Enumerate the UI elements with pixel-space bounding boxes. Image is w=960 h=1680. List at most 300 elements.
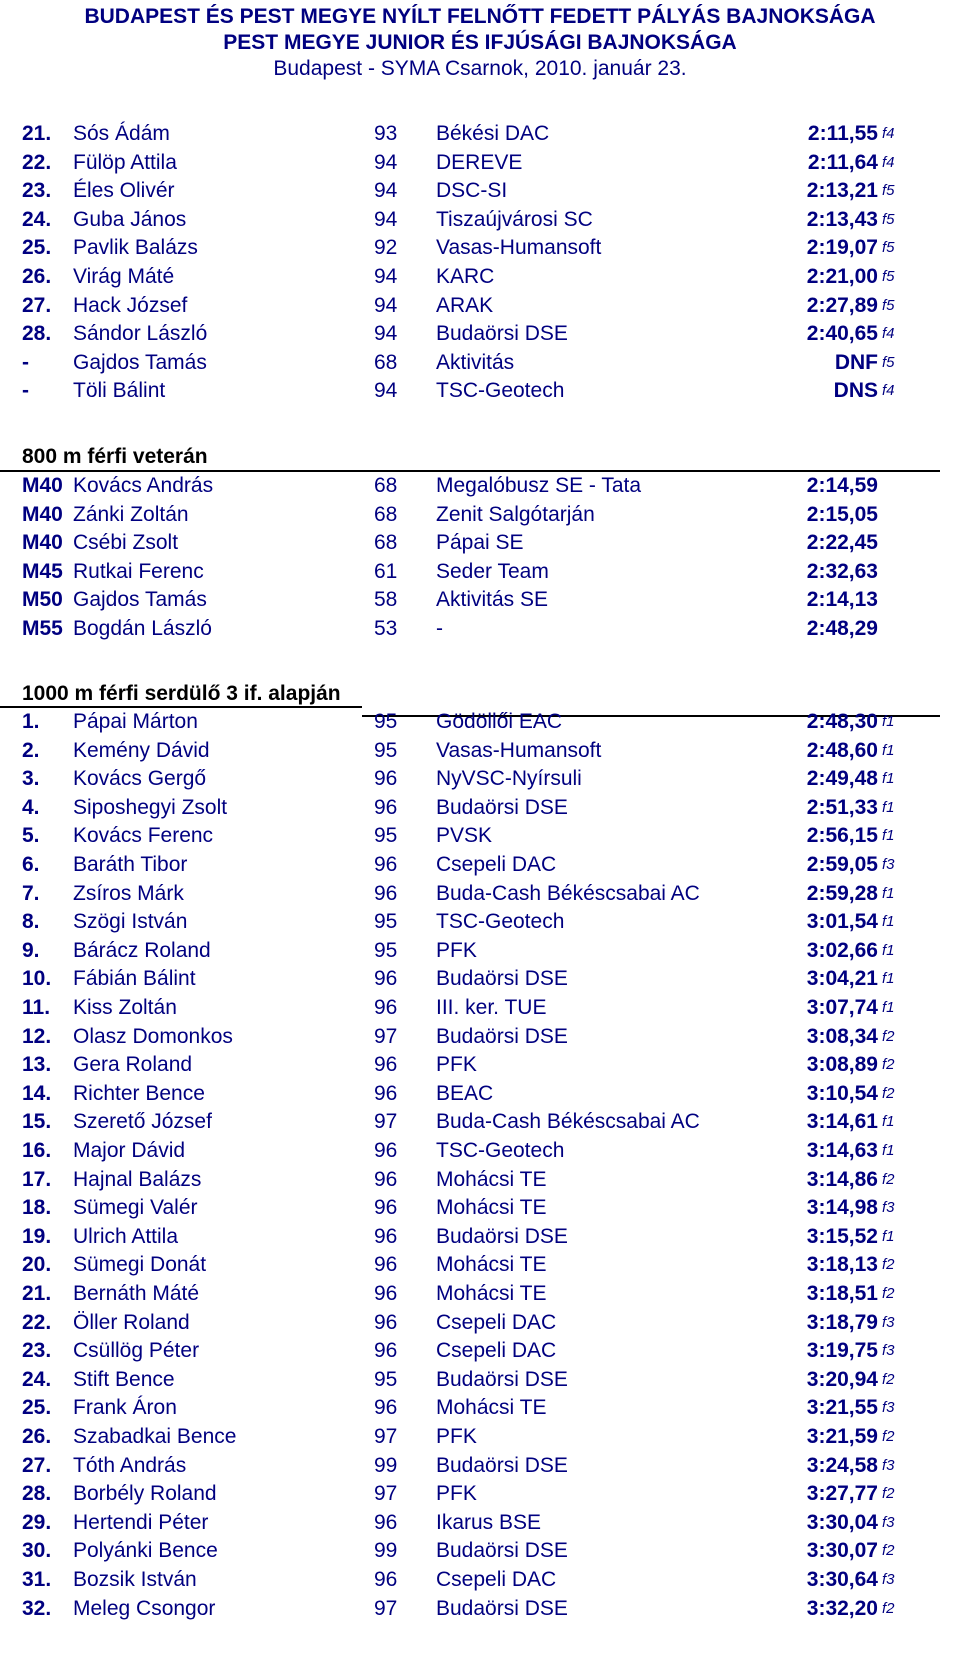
athlete-name: Meleg Csongor xyxy=(73,1596,216,1620)
birth-year: 97 xyxy=(374,1425,398,1448)
athlete-name: Kovács Gergő xyxy=(73,767,207,791)
club-name: Csepeli DAC xyxy=(436,853,557,876)
athlete-name: Szerető József xyxy=(73,1110,212,1134)
athlete-name: Fábián Bálint xyxy=(73,967,196,991)
birth-year: 96 xyxy=(374,1081,398,1105)
result-time: DNS xyxy=(833,379,878,403)
heat-label: f1 xyxy=(882,713,895,730)
club-name: Mohácsi TE xyxy=(436,1167,547,1191)
result-time: 3:30,04 xyxy=(806,1510,878,1534)
rank: 24. xyxy=(22,207,52,231)
club-name: - xyxy=(436,617,443,640)
athlete-name: Pápai Márton xyxy=(73,710,198,733)
birth-year: 94 xyxy=(374,150,398,174)
section-title: 800 m férfi veterán xyxy=(22,445,208,468)
result-row xyxy=(0,1280,960,1308)
rank: 2. xyxy=(22,738,40,762)
athlete-name: Kemény Dávid xyxy=(73,738,210,762)
heat-label: f4 xyxy=(882,382,895,400)
result-time: 3:02,66 xyxy=(806,938,878,962)
result-row xyxy=(0,937,960,965)
result-row xyxy=(0,794,960,822)
result-time: 2:48,29 xyxy=(806,617,878,640)
athlete-name: Frank Áron xyxy=(73,1396,177,1420)
heat-label: f5 xyxy=(882,182,895,200)
athlete-name: Gajdos Tamás xyxy=(73,350,207,374)
athlete-name: Virág Máté xyxy=(73,265,175,288)
result-row xyxy=(0,234,960,262)
athlete-name: Richter Bence xyxy=(73,1081,205,1105)
rank: 16. xyxy=(22,1139,52,1162)
club-name: Mohácsi TE xyxy=(436,1282,547,1305)
rank: 28. xyxy=(22,322,52,346)
birth-year: 96 xyxy=(374,1310,398,1334)
rank: 20. xyxy=(22,1253,52,1277)
athlete-name: Baráth Tibor xyxy=(73,853,188,876)
rank: 23. xyxy=(22,1339,52,1363)
club-name: Mohácsi TE xyxy=(436,1396,547,1420)
birth-year: 96 xyxy=(374,881,398,905)
birth-year: 96 xyxy=(374,1053,398,1077)
club-name: Budaörsi DSE xyxy=(436,1224,568,1248)
heat-label: f2 xyxy=(882,1485,895,1503)
result-time: DNF xyxy=(834,350,878,374)
result-time: 2:22,45 xyxy=(806,531,878,555)
athlete-name: Rutkai Ferenc xyxy=(73,559,204,583)
result-time: 3:32,20 xyxy=(806,1596,878,1620)
result-row xyxy=(0,822,960,850)
birth-year: 68 xyxy=(374,531,398,555)
birth-year: 96 xyxy=(374,1396,398,1420)
result-time: 2:27,89 xyxy=(806,293,878,317)
result-time: 2:32,63 xyxy=(806,559,878,583)
result-time: 3:21,55 xyxy=(806,1396,878,1420)
rank: M40 xyxy=(22,474,63,497)
rank: 31. xyxy=(22,1568,52,1591)
result-row xyxy=(0,349,960,377)
rank: 6. xyxy=(22,853,40,876)
result-time: 3:08,34 xyxy=(806,1024,878,1048)
club-name: Gödöllői EAC xyxy=(436,710,563,733)
club-name: Buda-Cash Békéscsabai AC xyxy=(436,881,700,905)
heat-label: f2 xyxy=(882,1084,895,1102)
document-header xyxy=(0,0,960,82)
heat-label: f1 xyxy=(882,798,895,816)
club-name: PFK xyxy=(436,1053,477,1077)
athlete-name: Zánki Zoltán xyxy=(73,502,189,526)
heat-label: f1 xyxy=(882,1113,895,1131)
result-row xyxy=(0,1137,960,1165)
rank: 30. xyxy=(22,1539,52,1563)
heat-label: f3 xyxy=(882,1399,895,1417)
result-row xyxy=(0,149,960,177)
heat-label: f1 xyxy=(882,970,895,988)
club-name: Ikarus BSE xyxy=(436,1510,542,1534)
result-time: 3:27,77 xyxy=(806,1482,878,1506)
birth-year: 58 xyxy=(374,588,398,612)
heat-label: f2 xyxy=(882,1370,895,1388)
athlete-name: Bozsik István xyxy=(73,1568,197,1591)
result-row xyxy=(0,472,960,500)
result-time: 3:18,13 xyxy=(806,1253,878,1277)
club-name: Buda-Cash Békéscsabai AC xyxy=(436,1110,700,1134)
rank: M40 xyxy=(22,502,63,526)
rank: 32. xyxy=(22,1596,52,1620)
heat-label: f1 xyxy=(882,913,895,931)
athlete-name: Bárácz Roland xyxy=(73,938,211,962)
club-name: Pápai SE xyxy=(436,531,524,555)
rank: 11. xyxy=(22,996,51,1019)
club-name: Mohácsi TE xyxy=(436,1196,547,1220)
result-row xyxy=(0,263,960,291)
heat-label: f1 xyxy=(882,999,895,1016)
result-time: 2:14,59 xyxy=(806,474,878,497)
birth-year: 68 xyxy=(374,502,398,526)
athlete-name: Polyánki Bence xyxy=(73,1539,218,1563)
birth-year: 68 xyxy=(374,350,398,374)
heat-label: f2 xyxy=(882,1542,895,1560)
result-time: 3:14,86 xyxy=(806,1167,878,1191)
athlete-name: Tóth András xyxy=(73,1453,187,1477)
birth-year: 97 xyxy=(374,1024,398,1048)
athlete-name: Kovács Ferenc xyxy=(73,824,214,848)
section-title: 1000 m férfi serdülő 3 if. alapján xyxy=(22,682,341,705)
result-row xyxy=(0,965,960,993)
athlete-name: Pavlik Balázs xyxy=(73,236,198,260)
athlete-name: Csébi Zsolt xyxy=(73,531,179,555)
club-name: Vasas-Humansoft xyxy=(436,738,602,762)
club-name: TSC-Geotech xyxy=(436,379,565,403)
club-name: Budaörsi DSE xyxy=(436,1539,568,1563)
result-time: 3:20,94 xyxy=(806,1367,878,1391)
birth-year: 68 xyxy=(374,474,398,497)
athlete-name: Guba János xyxy=(73,207,187,231)
result-time: 3:18,51 xyxy=(806,1282,878,1305)
result-row xyxy=(0,1251,960,1279)
rank: 27. xyxy=(22,1453,52,1477)
result-time: 2:13,43 xyxy=(806,207,878,231)
birth-year: 96 xyxy=(374,767,398,791)
club-name: Tiszaújvárosi SC xyxy=(436,207,593,231)
result-row xyxy=(0,1509,960,1537)
rank: 23. xyxy=(22,179,52,203)
birth-year: 96 xyxy=(374,1139,398,1162)
result-row xyxy=(0,206,960,234)
birth-year: 53 xyxy=(374,617,398,640)
result-row xyxy=(0,586,960,614)
heat-label: f2 xyxy=(882,1285,895,1302)
result-time: 2:48,30 xyxy=(806,710,878,733)
athlete-name: Hajnal Balázs xyxy=(73,1167,202,1191)
result-row xyxy=(0,1366,960,1394)
birth-year: 97 xyxy=(374,1482,398,1506)
athlete-name: Hack József xyxy=(73,293,188,317)
athlete-name: Sándor László xyxy=(73,322,208,346)
heat-label: f1 xyxy=(882,770,895,788)
result-time: 2:49,48 xyxy=(806,767,878,791)
club-name: Megalóbusz SE - Tata xyxy=(436,474,642,497)
club-name: Budaörsi DSE xyxy=(436,967,568,991)
athlete-name: Gajdos Tamás xyxy=(73,588,207,612)
result-row xyxy=(0,994,960,1022)
result-time: 3:18,79 xyxy=(806,1310,878,1334)
birth-year: 95 xyxy=(374,710,398,733)
birth-year: 99 xyxy=(374,1453,398,1477)
birth-year: 95 xyxy=(374,824,398,848)
heat-label: f2 xyxy=(882,1056,895,1074)
club-name: KARC xyxy=(436,265,495,288)
club-name: Békési DAC xyxy=(436,122,550,145)
birth-year: 97 xyxy=(374,1110,398,1134)
result-row xyxy=(0,292,960,320)
heat-label: f5 xyxy=(882,353,895,371)
venue-date: Budapest - SYMA Csarnok, 2010. január 23. xyxy=(273,57,687,80)
result-row xyxy=(0,615,960,643)
birth-year: 95 xyxy=(374,1367,398,1391)
heat-label: f4 xyxy=(882,153,895,171)
rank: 25. xyxy=(22,236,52,260)
athlete-name: Olasz Domonkos xyxy=(73,1024,233,1048)
result-row xyxy=(0,1051,960,1079)
birth-year: 94 xyxy=(374,265,398,288)
result-row xyxy=(0,1309,960,1337)
club-name: Mohácsi TE xyxy=(436,1253,547,1277)
club-name: Budaörsi DSE xyxy=(436,322,568,346)
heat-label: f3 xyxy=(882,856,895,873)
result-time: 2:11,64 xyxy=(807,150,878,174)
birth-year: 96 xyxy=(374,1224,398,1248)
athlete-name: Szögi István xyxy=(73,910,188,934)
result-time: 2:13,21 xyxy=(806,179,878,203)
result-time: 2:48,60 xyxy=(806,738,878,762)
athlete-name: Sümegi Donát xyxy=(73,1253,207,1277)
rank: 22. xyxy=(22,150,52,174)
rank: 10. xyxy=(22,967,52,991)
result-row xyxy=(0,765,960,793)
heat-label: f2 xyxy=(882,1256,895,1274)
birth-year: 93 xyxy=(374,122,398,145)
rank: M50 xyxy=(22,588,63,612)
heat-label: f4 xyxy=(882,325,895,343)
rank: 21. xyxy=(22,1282,52,1305)
birth-year: 96 xyxy=(374,1568,398,1591)
result-time: 3:14,98 xyxy=(806,1196,878,1220)
athlete-name: Stift Bence xyxy=(73,1367,175,1391)
club-name: TSC-Geotech xyxy=(436,910,565,934)
athlete-name: Éles Olivér xyxy=(73,179,175,203)
club-name: PFK xyxy=(436,938,477,962)
club-name: PFK xyxy=(436,1482,477,1506)
result-row xyxy=(0,1595,960,1623)
rank: 26. xyxy=(22,1425,52,1448)
heat-label: f1 xyxy=(882,1142,895,1159)
rank: 5. xyxy=(22,824,40,848)
result-row xyxy=(0,1080,960,1108)
result-row xyxy=(0,1223,960,1251)
result-row xyxy=(0,1423,960,1451)
birth-year: 61 xyxy=(374,559,398,583)
result-row xyxy=(0,558,960,586)
birth-year: 96 xyxy=(374,1282,398,1305)
heat-label: f4 xyxy=(882,125,895,142)
birth-year: 95 xyxy=(374,938,398,962)
rank: 7. xyxy=(22,881,40,905)
rank: 4. xyxy=(22,795,40,819)
heat-label: f5 xyxy=(882,239,895,257)
club-name: Csepeli DAC xyxy=(436,1310,557,1334)
championship-title: BUDAPEST ÉS PEST MEGYE NYÍLT FELNŐTT FEDETT PÁLYÁS BAJNOKSÁGA xyxy=(84,5,876,28)
club-name: DSC-SI xyxy=(436,179,508,203)
athlete-name: Bogdán László xyxy=(73,617,212,640)
rank: 17. xyxy=(22,1167,52,1191)
club-name: Budaörsi DSE xyxy=(436,795,568,819)
athlete-name: Bernáth Máté xyxy=(73,1282,200,1305)
junior-championship-title: PEST MEGYE JUNIOR ÉS IFJÚSÁGI BAJNOKSÁGA xyxy=(223,31,737,54)
result-row xyxy=(0,908,960,936)
club-name: ARAK xyxy=(436,293,494,317)
club-name: Budaörsi DSE xyxy=(436,1453,568,1477)
heat-label: f5 xyxy=(882,296,895,314)
athlete-name: Fülöp Attila xyxy=(73,150,177,174)
heat-label: f1 xyxy=(882,741,895,759)
athlete-name: Zsíros Márk xyxy=(73,881,184,905)
athlete-name: Csüllög Péter xyxy=(73,1339,200,1363)
heat-label: f1 xyxy=(882,827,895,845)
club-name: Budaörsi DSE xyxy=(436,1596,568,1620)
result-time: 3:01,54 xyxy=(806,910,878,934)
heat-label: f3 xyxy=(882,1456,895,1474)
birth-year: 96 xyxy=(374,853,398,876)
rank: 14. xyxy=(22,1081,52,1105)
result-time: 3:15,52 xyxy=(806,1224,878,1248)
rank: 27. xyxy=(22,293,52,317)
birth-year: 96 xyxy=(374,996,398,1019)
birth-year: 94 xyxy=(374,322,398,346)
athlete-name: Ulrich Attila xyxy=(73,1224,179,1248)
result-row xyxy=(0,529,960,557)
athlete-name: Sümegi Valér xyxy=(73,1196,198,1220)
result-row xyxy=(0,1480,960,1508)
club-name: Seder Team xyxy=(436,559,549,583)
result-time: 3:04,21 xyxy=(806,967,878,991)
rank: 8. xyxy=(22,910,40,934)
rank: M45 xyxy=(22,559,63,583)
athlete-name: Kovács András xyxy=(73,474,214,497)
rank: - xyxy=(22,379,29,403)
birth-year: 94 xyxy=(374,379,398,403)
birth-year: 99 xyxy=(374,1539,398,1563)
result-time: 2:11,55 xyxy=(807,122,878,145)
club-name: PVSK xyxy=(436,824,493,848)
result-row xyxy=(0,1108,960,1136)
result-row xyxy=(0,1537,960,1565)
birth-year: 94 xyxy=(374,207,398,231)
result-time: 3:14,63 xyxy=(806,1139,878,1162)
rank: 15. xyxy=(22,1110,52,1134)
rank: 18. xyxy=(22,1196,52,1220)
rank: 13. xyxy=(22,1053,52,1077)
result-row xyxy=(0,708,960,736)
result-time: 3:08,89 xyxy=(806,1053,878,1077)
result-row xyxy=(0,501,960,529)
club-name: NyVSC-Nyírsuli xyxy=(436,767,582,791)
heat-label: f5 xyxy=(882,210,895,228)
club-name: Csepeli DAC xyxy=(436,1339,557,1363)
result-row xyxy=(0,120,960,148)
result-time: 2:21,00 xyxy=(806,265,878,288)
heat-label: f5 xyxy=(882,268,895,285)
result-time: 3:10,54 xyxy=(806,1081,878,1105)
rank: 3. xyxy=(22,767,40,791)
rank: M40 xyxy=(22,531,63,555)
result-time: 3:30,64 xyxy=(806,1568,878,1591)
athlete-name: Töli Bálint xyxy=(73,379,166,403)
athlete-name: Hertendi Péter xyxy=(73,1510,209,1534)
rank: 1. xyxy=(22,710,40,733)
athlete-name: Öller Roland xyxy=(73,1310,190,1334)
club-name: Vasas-Humansoft xyxy=(436,236,602,260)
athlete-name: Borbély Roland xyxy=(73,1482,217,1506)
birth-year: 96 xyxy=(374,967,398,991)
heat-label: f2 xyxy=(882,1428,895,1445)
birth-year: 96 xyxy=(374,1196,398,1220)
birth-year: 94 xyxy=(374,293,398,317)
rank: 24. xyxy=(22,1367,52,1391)
result-time: 2:40,65 xyxy=(806,322,878,346)
result-time: 3:24,58 xyxy=(806,1453,878,1477)
result-row xyxy=(0,880,960,908)
result-row xyxy=(0,1337,960,1365)
rank: - xyxy=(22,350,29,374)
birth-year: 95 xyxy=(374,738,398,762)
result-row xyxy=(0,1023,960,1051)
heat-label: f3 xyxy=(882,1313,895,1331)
rank: 21. xyxy=(22,122,52,145)
athlete-name: Kiss Zoltán xyxy=(73,996,177,1019)
result-row xyxy=(0,1166,960,1194)
athlete-name: Siposhegyi Zsolt xyxy=(73,795,228,819)
result-row xyxy=(0,177,960,205)
result-time: 3:14,61 xyxy=(806,1110,878,1134)
athlete-name: Sós Ádám xyxy=(73,122,170,145)
result-time: 3:07,74 xyxy=(806,996,878,1019)
result-time: 2:59,05 xyxy=(806,853,878,876)
result-time: 2:14,13 xyxy=(806,588,878,612)
result-time: 2:56,15 xyxy=(806,824,878,848)
rank: 29. xyxy=(22,1510,52,1534)
heat-label: f2 xyxy=(882,1599,895,1617)
athlete-name: Szabadkai Bence xyxy=(73,1425,237,1448)
heat-label: f3 xyxy=(882,1199,895,1217)
club-name: Zenit Salgótarján xyxy=(436,502,595,526)
result-row xyxy=(0,377,960,405)
rank: M55 xyxy=(22,617,63,640)
result-row xyxy=(0,1194,960,1222)
club-name: Aktivitás xyxy=(436,350,515,374)
club-name: DEREVE xyxy=(436,150,523,174)
birth-year: 95 xyxy=(374,910,398,934)
club-name: Aktivitás SE xyxy=(436,588,549,612)
rank: 9. xyxy=(22,938,40,962)
athlete-name: Major Dávid xyxy=(73,1139,186,1162)
result-time: 3:19,75 xyxy=(806,1339,878,1363)
birth-year: 96 xyxy=(374,1167,398,1191)
result-row xyxy=(0,851,960,879)
rank: 19. xyxy=(22,1224,52,1248)
club-name: Budaörsi DSE xyxy=(436,1367,568,1391)
result-time: 2:59,28 xyxy=(806,881,878,905)
club-name: III. ker. TUE xyxy=(436,996,547,1019)
